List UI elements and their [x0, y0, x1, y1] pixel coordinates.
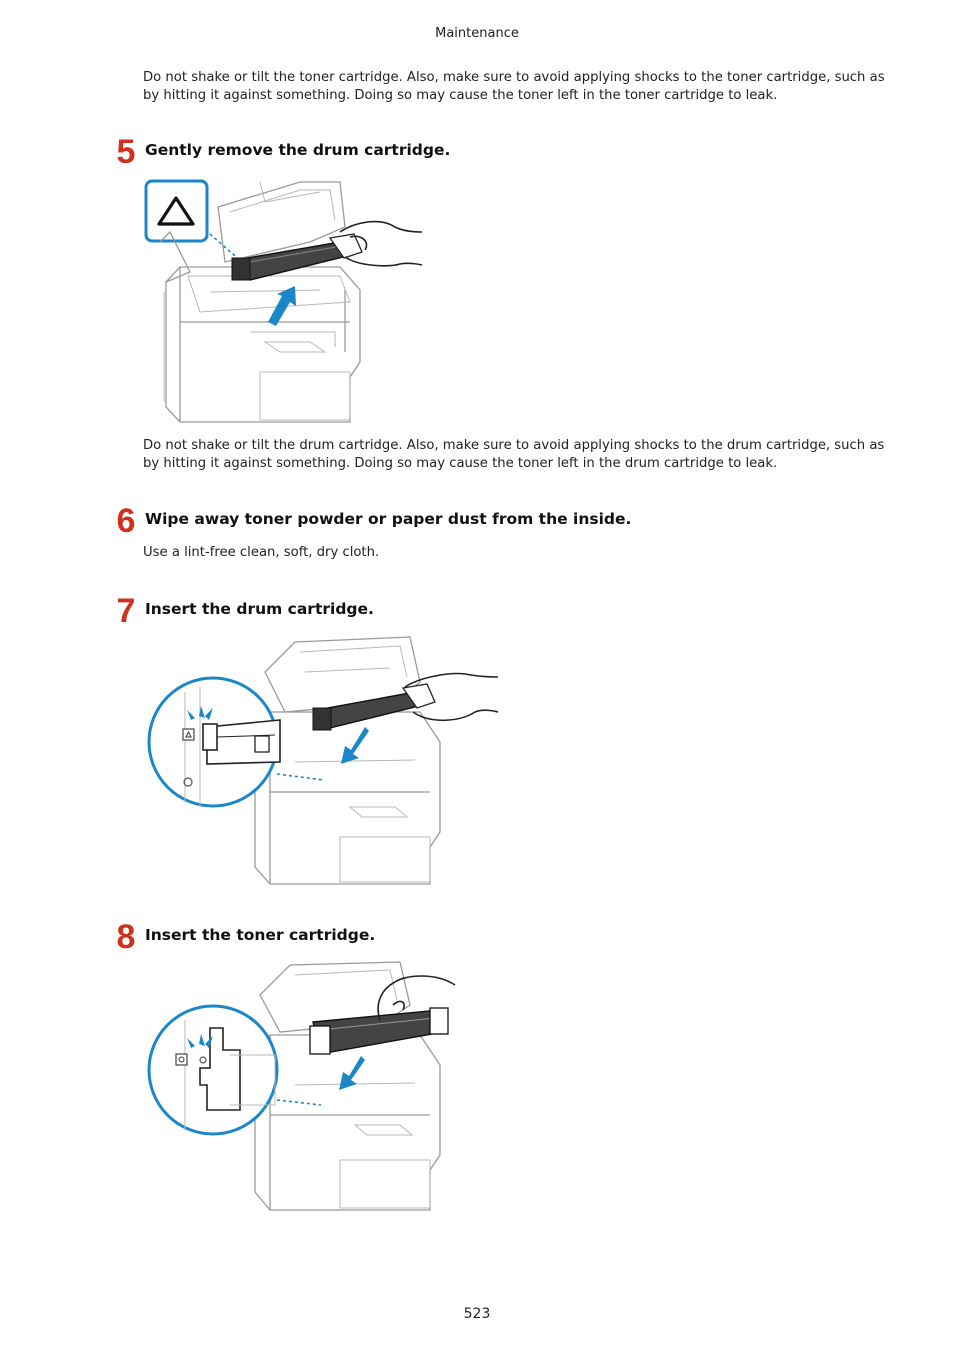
- drum-warning-text: Do not shake or tilt the drum cartridge. Also, make sure to avoid applying shocks to the drum cartridge, such as by hitting it against something. Doing so may cause the toner left in the drum cartridge to leak.: [143, 438, 885, 471]
- step-6-title: Wipe away toner powder or paper dust from the inside.: [145, 510, 632, 528]
- arrow-down-icon: [341, 727, 369, 764]
- detail-magnifier: [149, 1006, 277, 1134]
- step-8-number: 8: [116, 918, 136, 956]
- detail-magnifier: [149, 678, 280, 807]
- drum-cartridge-shape: [232, 234, 362, 280]
- toner-warning-text: Do not shake or tilt the toner cartridge. Also, make sure to avoid applying shocks to the toner cartridge, such as by hitting it against something. Doing so may cause the toner left in the toner cartridge to leak.: [143, 70, 885, 103]
- warning-triangle-icon: [146, 181, 207, 241]
- step-7-number: 7: [116, 592, 136, 630]
- step-5-illustration: [140, 172, 430, 432]
- step-6-number: 6: [116, 502, 136, 540]
- arrow-down-icon: [339, 1056, 365, 1090]
- running-header: Maintenance: [435, 26, 519, 41]
- page-number: 523: [463, 1306, 491, 1322]
- step-5-number: 5: [116, 133, 136, 171]
- step-8-illustration: [145, 960, 465, 1215]
- step-7-title: Insert the drum cartridge.: [145, 600, 374, 618]
- step-7-illustration: [145, 632, 505, 892]
- step-8-title: Insert the toner cartridge.: [145, 926, 376, 944]
- step-5-title: Gently remove the drum cartridge.: [145, 141, 451, 159]
- step-6-detail: Use a lint-free clean, soft, dry cloth.: [143, 545, 380, 560]
- drum-cartridge-shape: [313, 684, 435, 730]
